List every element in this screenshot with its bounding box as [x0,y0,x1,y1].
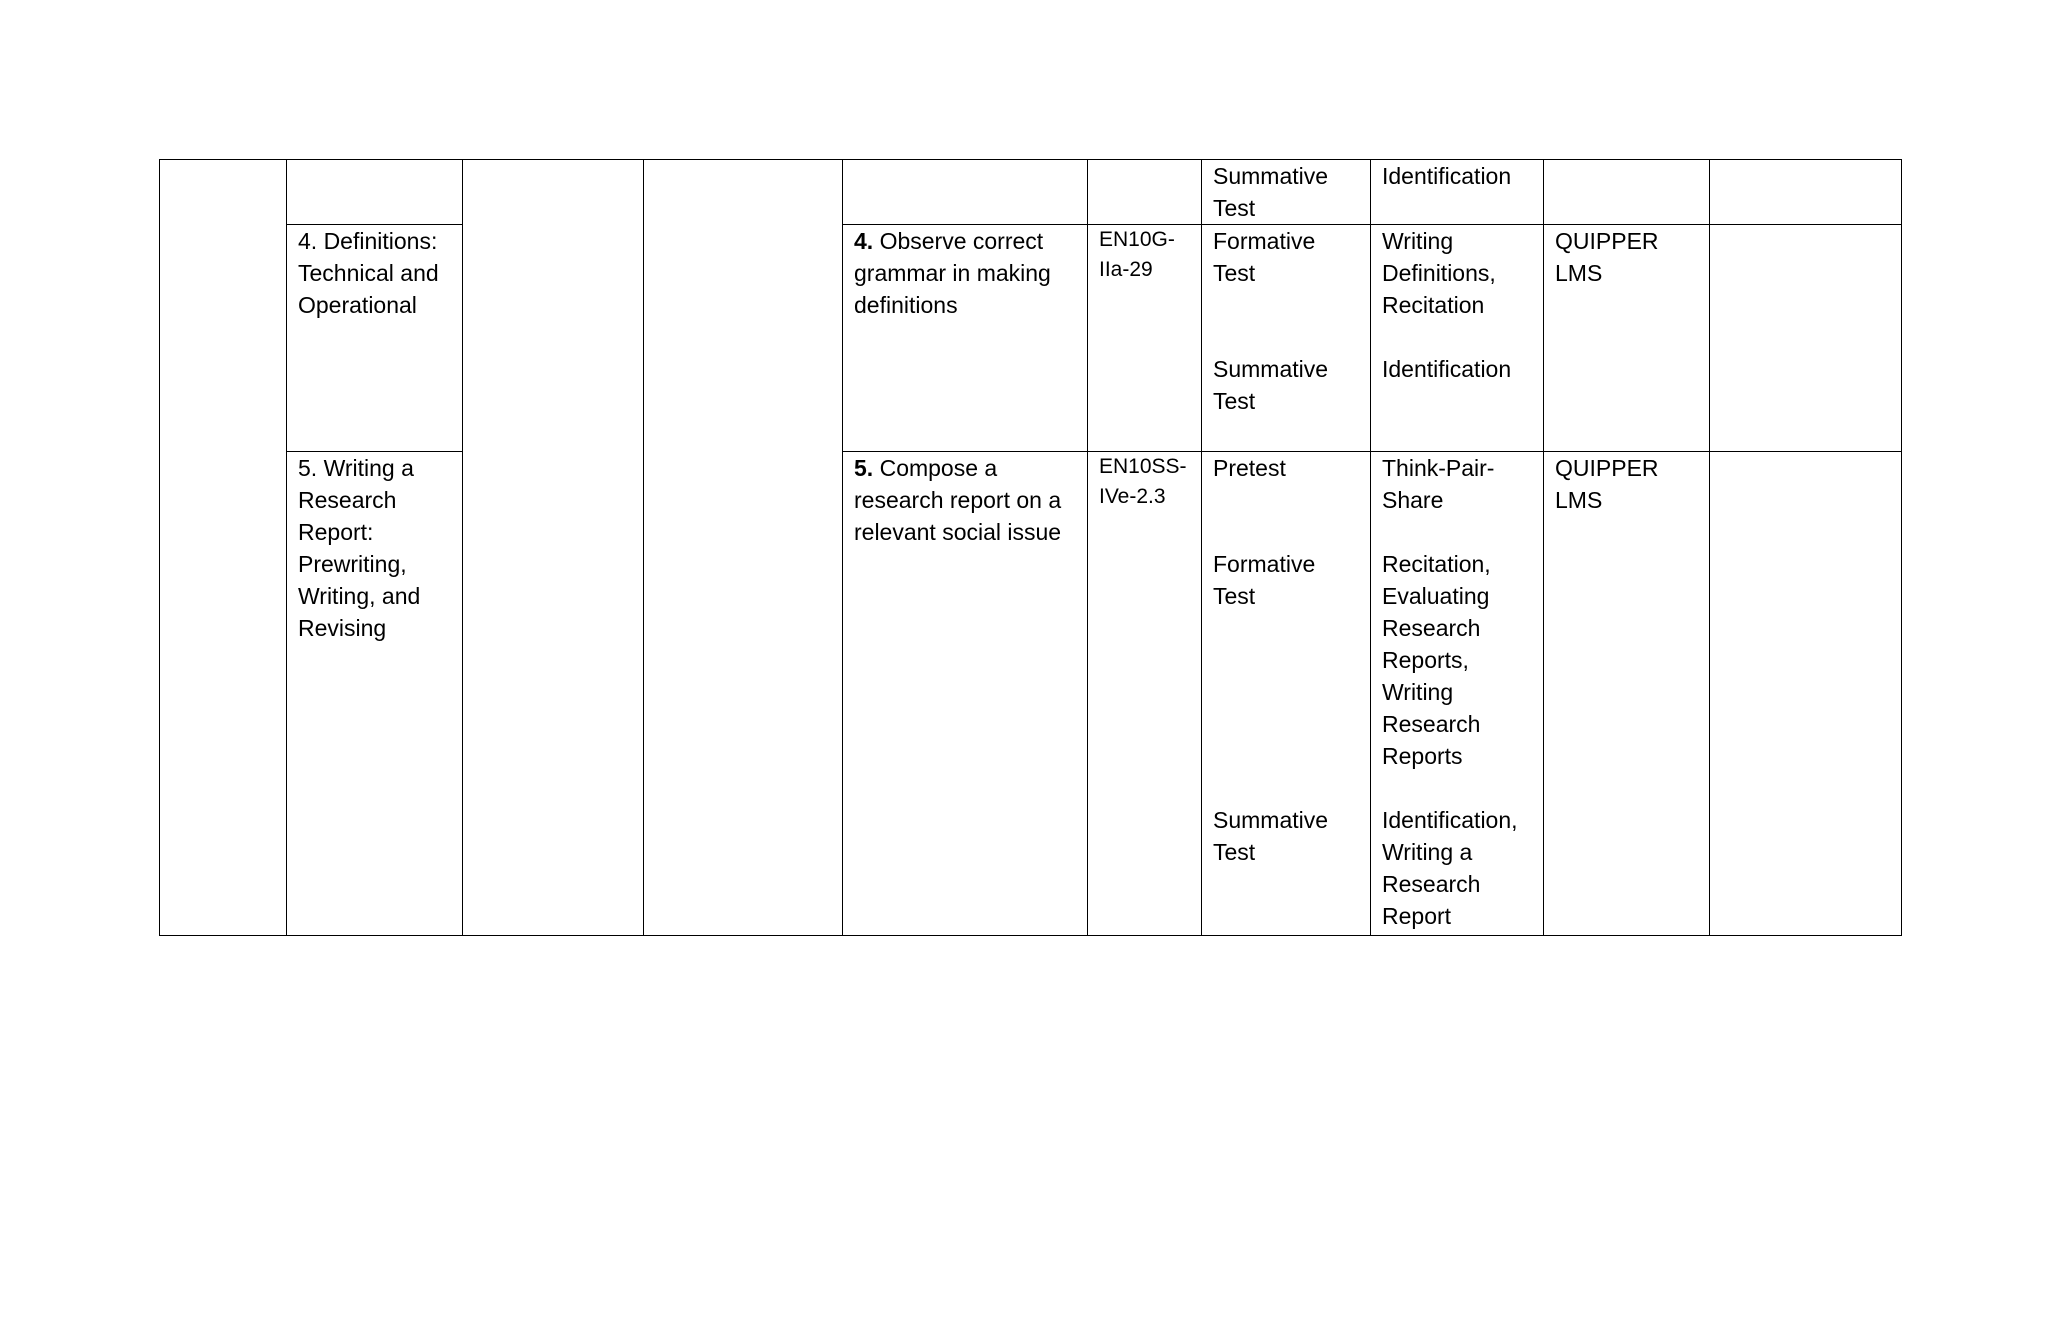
technique-label: Identification [1382,356,1512,382]
assessment-cell [1202,160,1371,225]
technique-label: Identification [1382,163,1512,189]
assessment-label: Summative Test [1213,163,1329,221]
remarks-cell [1710,452,1902,936]
technique-cell [1371,160,1544,225]
remarks-cell [1710,160,1902,225]
code-label: EN10G- IIa-29 [1099,228,1175,281]
assessment-cell [1202,452,1371,936]
technique-label: Identification, Writing a Research Report [1382,807,1518,929]
curriculum-table [159,159,1902,936]
topic-label: 5. Writing a Research Report: Prewriting, Writing, and Revising [298,455,421,641]
table-row [160,225,1902,452]
content-standard-cell [463,160,644,936]
technique-label: Writing Definitions, Recitation [1382,228,1496,318]
assessment-label: Pretest [1213,455,1286,481]
resources-label: QUIPPER LMS [1555,228,1659,286]
assessment-label: Formative Test [1213,228,1316,286]
topic-cell [287,452,463,936]
competency-number: 4. [854,228,874,254]
technique-label: Think-Pair- Share [1382,455,1495,513]
remarks-cell [1710,225,1902,452]
topic-cell [287,225,463,452]
competency-cell [843,452,1088,936]
technique-label: Recitation, Evaluating Research Reports, Writing Research Reports [1382,551,1491,769]
technique-cell [1371,452,1544,936]
table-row [160,452,1902,936]
grade-cell [160,160,287,936]
code-label: EN10SS- IVe-2.3 [1099,455,1187,508]
topic-cell [287,160,463,225]
code-cell [1088,160,1202,225]
competency-cell [843,225,1088,452]
topic-label: 4. Definitions: Technical and Operational [298,228,439,318]
technique-cell [1371,225,1544,452]
assessment-label: Formative Test [1213,551,1316,609]
code-cell [1088,225,1202,452]
resources-cell [1544,160,1710,225]
competency-text: Observe correct grammar in making definitions [854,228,1051,318]
assessment-label: Summative Test [1213,807,1329,865]
competency-cell [843,160,1088,225]
code-cell [1088,452,1202,936]
assessment-label: Summative Test [1213,356,1329,414]
resources-label: QUIPPER LMS [1555,455,1659,513]
resources-cell [1544,225,1710,452]
performance-standard-cell [644,160,843,936]
table-row [160,160,1902,225]
assessment-cell [1202,225,1371,452]
resources-cell [1544,452,1710,936]
competency-number: 5. [854,455,874,481]
competency-text: Compose a research report on a relevant social issue [854,455,1062,545]
